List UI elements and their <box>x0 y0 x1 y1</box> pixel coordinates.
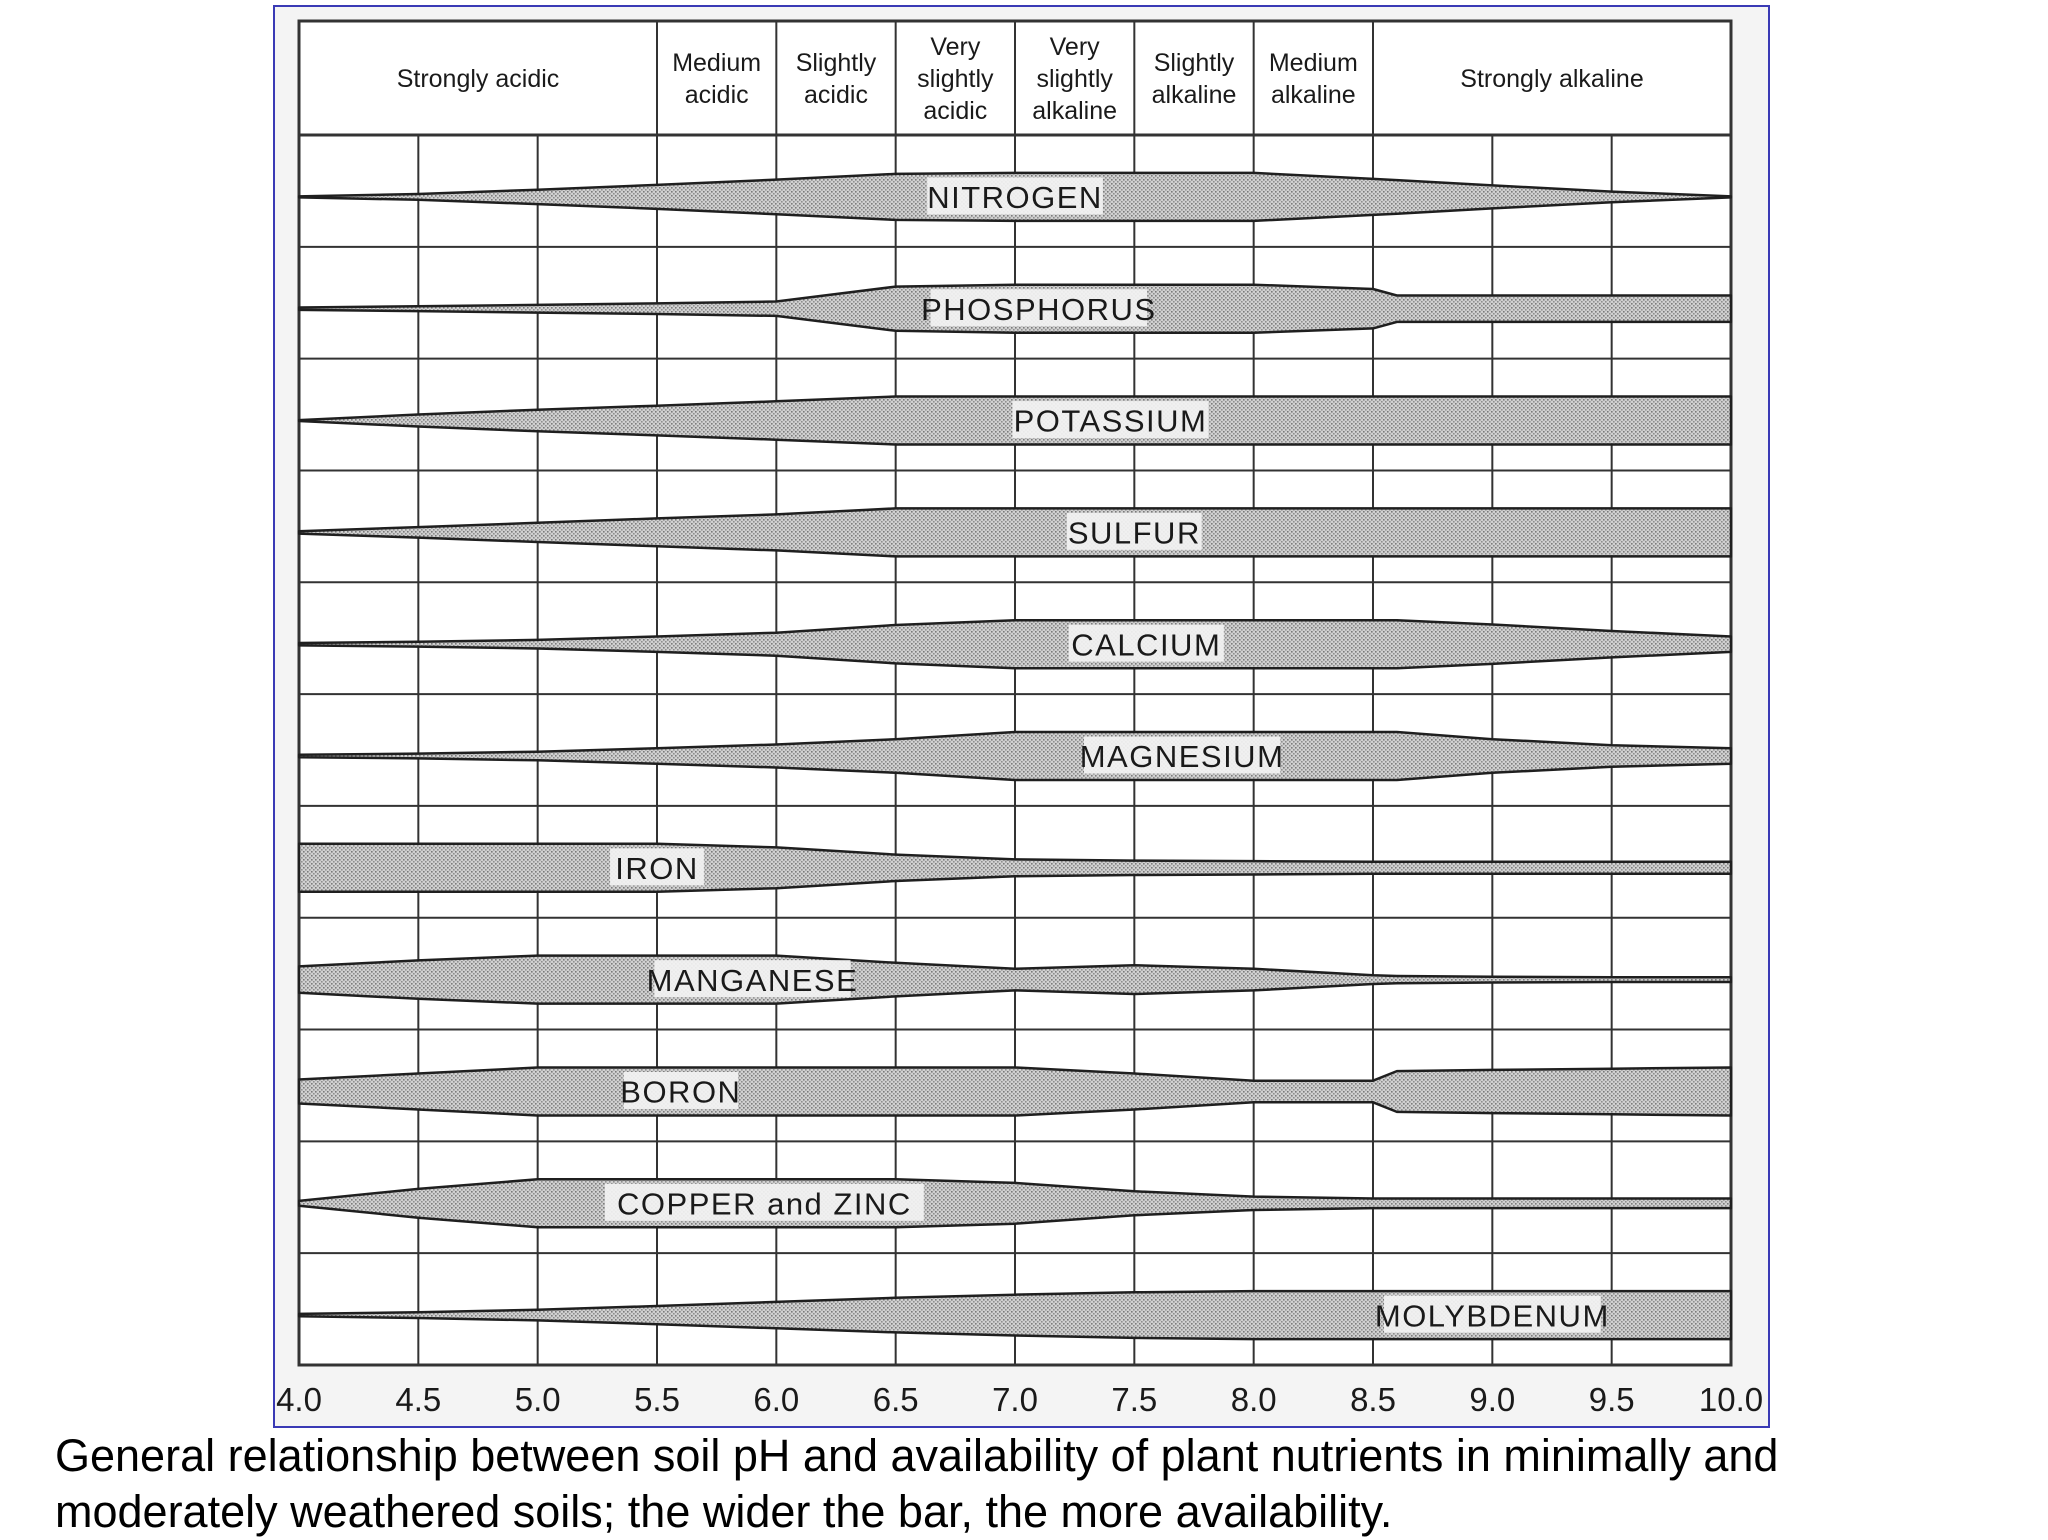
ph-range-label: Medium alkaline <box>1268 49 1358 109</box>
x-tick-label: 6.0 <box>753 1381 800 1418</box>
x-tick-label: 5.5 <box>634 1381 680 1418</box>
ph-range-label: Very slightly acidic <box>917 33 994 125</box>
nutrient-availability-chart <box>275 7 1768 1426</box>
chart-frame <box>273 5 1770 1428</box>
x-axis-ticks <box>276 1381 1763 1418</box>
nutrient-label: SULFUR <box>1067 515 1201 551</box>
caption-line-2: moderately weathered soils; the wider the bar, the more availability. <box>55 1486 1393 1537</box>
nutrient-label: BORON <box>620 1074 742 1110</box>
nutrient-label: COPPER and ZINC <box>617 1186 912 1222</box>
nutrient-band-boron <box>299 1068 1731 1116</box>
ph-range-label: Slightly alkaline <box>1151 49 1237 109</box>
x-tick-label: 4.0 <box>276 1381 322 1418</box>
caption-line-1: General relationship between soil pH and availability of plant nutrients in minimally and <box>55 1430 1779 1481</box>
x-tick-label: 7.0 <box>992 1381 1038 1418</box>
nutrient-band-group <box>299 1068 1731 1116</box>
x-tick-label: 9.0 <box>1469 1381 1516 1418</box>
nutrient-label: MAGNESIUM <box>1079 739 1285 775</box>
x-tick-label: 8.5 <box>1350 1381 1396 1418</box>
x-tick-label: 6.5 <box>872 1381 919 1418</box>
x-tick-label: 8.0 <box>1230 1381 1277 1418</box>
figure-caption <box>55 1428 2045 1540</box>
nutrient-label: IRON <box>615 850 699 886</box>
nutrient-label: POTASSIUM <box>1013 403 1208 439</box>
ph-range-label: Slightly acidic <box>795 49 877 109</box>
nutrient-label: MOLYBDENUM <box>1374 1298 1610 1334</box>
nutrient-label: NITROGEN <box>927 180 1103 216</box>
x-tick-label: 9.5 <box>1588 1381 1635 1418</box>
x-tick-label: 10.0 <box>1698 1381 1764 1418</box>
x-tick-label: 7.5 <box>1111 1381 1158 1418</box>
grid <box>299 21 1731 1365</box>
nutrient-label: CALCIUM <box>1071 627 1222 663</box>
ph-range-label: Very slightly alkaline <box>1032 33 1118 125</box>
ph-range-label: Strongly alkaline <box>1460 65 1644 93</box>
x-tick-label: 5.0 <box>514 1381 561 1418</box>
nutrient-label: PHOSPHORUS <box>921 291 1157 327</box>
nutrient-label: MANGANESE <box>646 962 859 998</box>
x-tick-label: 4.5 <box>395 1381 442 1418</box>
ph-range-label: Medium acidic <box>672 49 762 109</box>
ph-range-label: Strongly acidic <box>396 65 560 93</box>
